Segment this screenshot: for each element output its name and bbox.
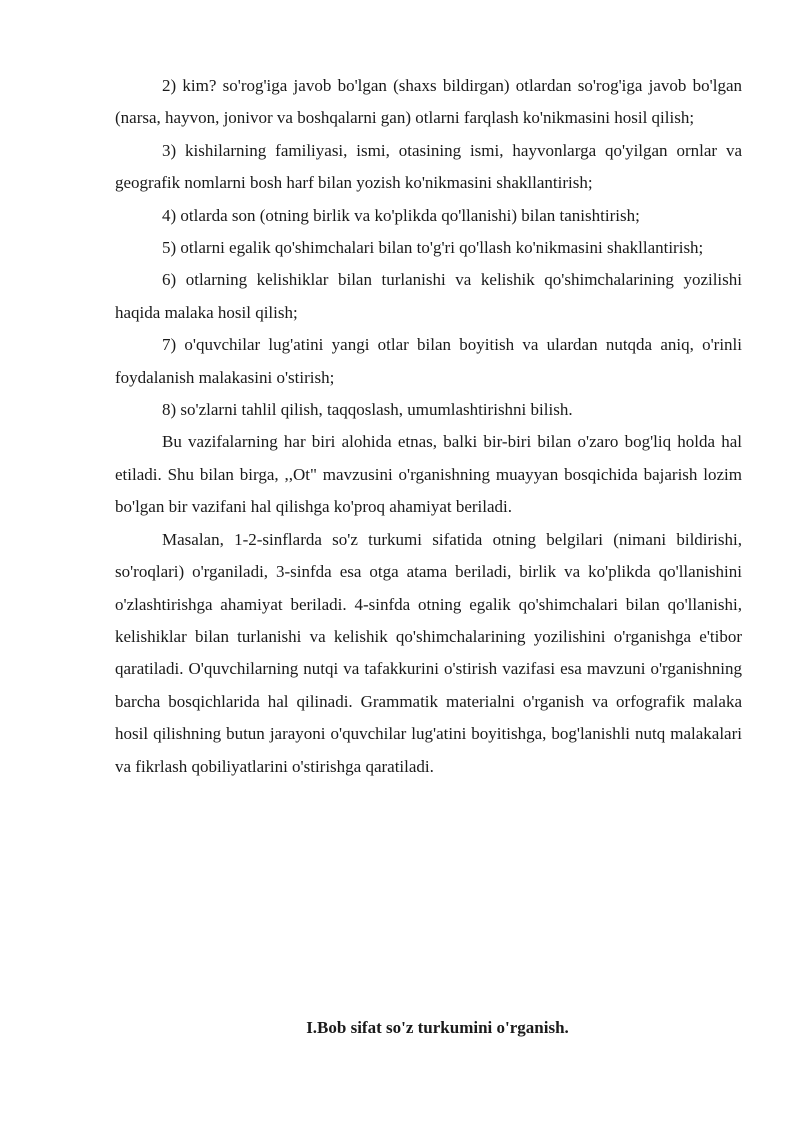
chapter-heading: I.Bob sifat so'z turkumini o'rganish. <box>306 1018 569 1037</box>
body-paragraph: Masalan, 1-2-sinflarda so'z turkumi sifatida otning belgilari (nimani bildirishi, so'roqlari) o'rganiladi, 3-sinfda esa otga atama beriladi, birlik va ko'plikda qo'llanishini o'zlashtirishga ahamiyat beriladi. 4-sinfda otning egalik qo'shimchalari bilan qo'llanishi, kelishiklar bilan turlanishi va kelishik qo'shimchalarining yozilishini o'rganishga e'tibor qaratiladi. O'quvchilarning nutqi va tafakkurini o'stirish vazifasi esa mavzuni o'rganishning barcha bosqichlarida hal qilinadi. Grammatik materialni o'rganish va orfografik malaka hosil qilishning butun jarayoni o'quvchilar lug'atini boyitishga, bog'lanishli nutq malakalari va fikrlash qobiliyatlarini o'stirishga qaratiladi. <box>115 529 742 776</box>
list-item-6: 6) otlarning kelishiklar bilan turlanishi va kelishik qo'shimchalarining yozilishi haqida malaka hosil qilish; <box>115 270 742 322</box>
list-item-4: 4) otlarda son (otning birlik va ko'plikda qo'llanishi) bilan tanishtirish; <box>162 205 640 225</box>
list-item-3: 3) kishilarning familiyasi, ismi, otasining ismi, hayvonlarga qo'yilgan ornlar va geografik nomlarni bosh harf bilan yozish ko'nikmasini shakllantirish; <box>115 140 742 193</box>
document-body <box>115 70 742 783</box>
list-item-2: 2) kim? so'rog'iga javob bo'lgan (shaxs bildirgan) otlardan so'rog'iga javob bo'lgan (narsa, hayvon, jonivor va boshqalarni gan) otlarni farqlash ko'nikmasini hosil qilish; <box>115 76 742 128</box>
list-item-8: 8) so'zlarni tahlil qilish, taqqoslash, umumlashtirishni bilish. <box>162 400 573 420</box>
list-item-5: 5) otlarni egalik qo'shimchalari bilan to'g'ri qo'llash ko'nikmasini shakllantirish; <box>162 238 704 258</box>
body-paragraph: Bu vazifalarning har biri alohida etnas, balki bir-biri bilan o'zaro bog'liq holda hal etiladi. Shu bilan birga, ,,Ot" mavzusini o'rganishning muayyan bosqichida bajarish lozim bo'lgan bir vazifani hal qilishga ko'proq ahamiyat beriladi. <box>115 432 742 517</box>
list-item-7: 7) o'quvchilar lug'atini yangi otlar bilan boyitish va ulardan nutqda aniq, o'rinli foydalanish malakasini o'stirish; <box>115 335 742 387</box>
